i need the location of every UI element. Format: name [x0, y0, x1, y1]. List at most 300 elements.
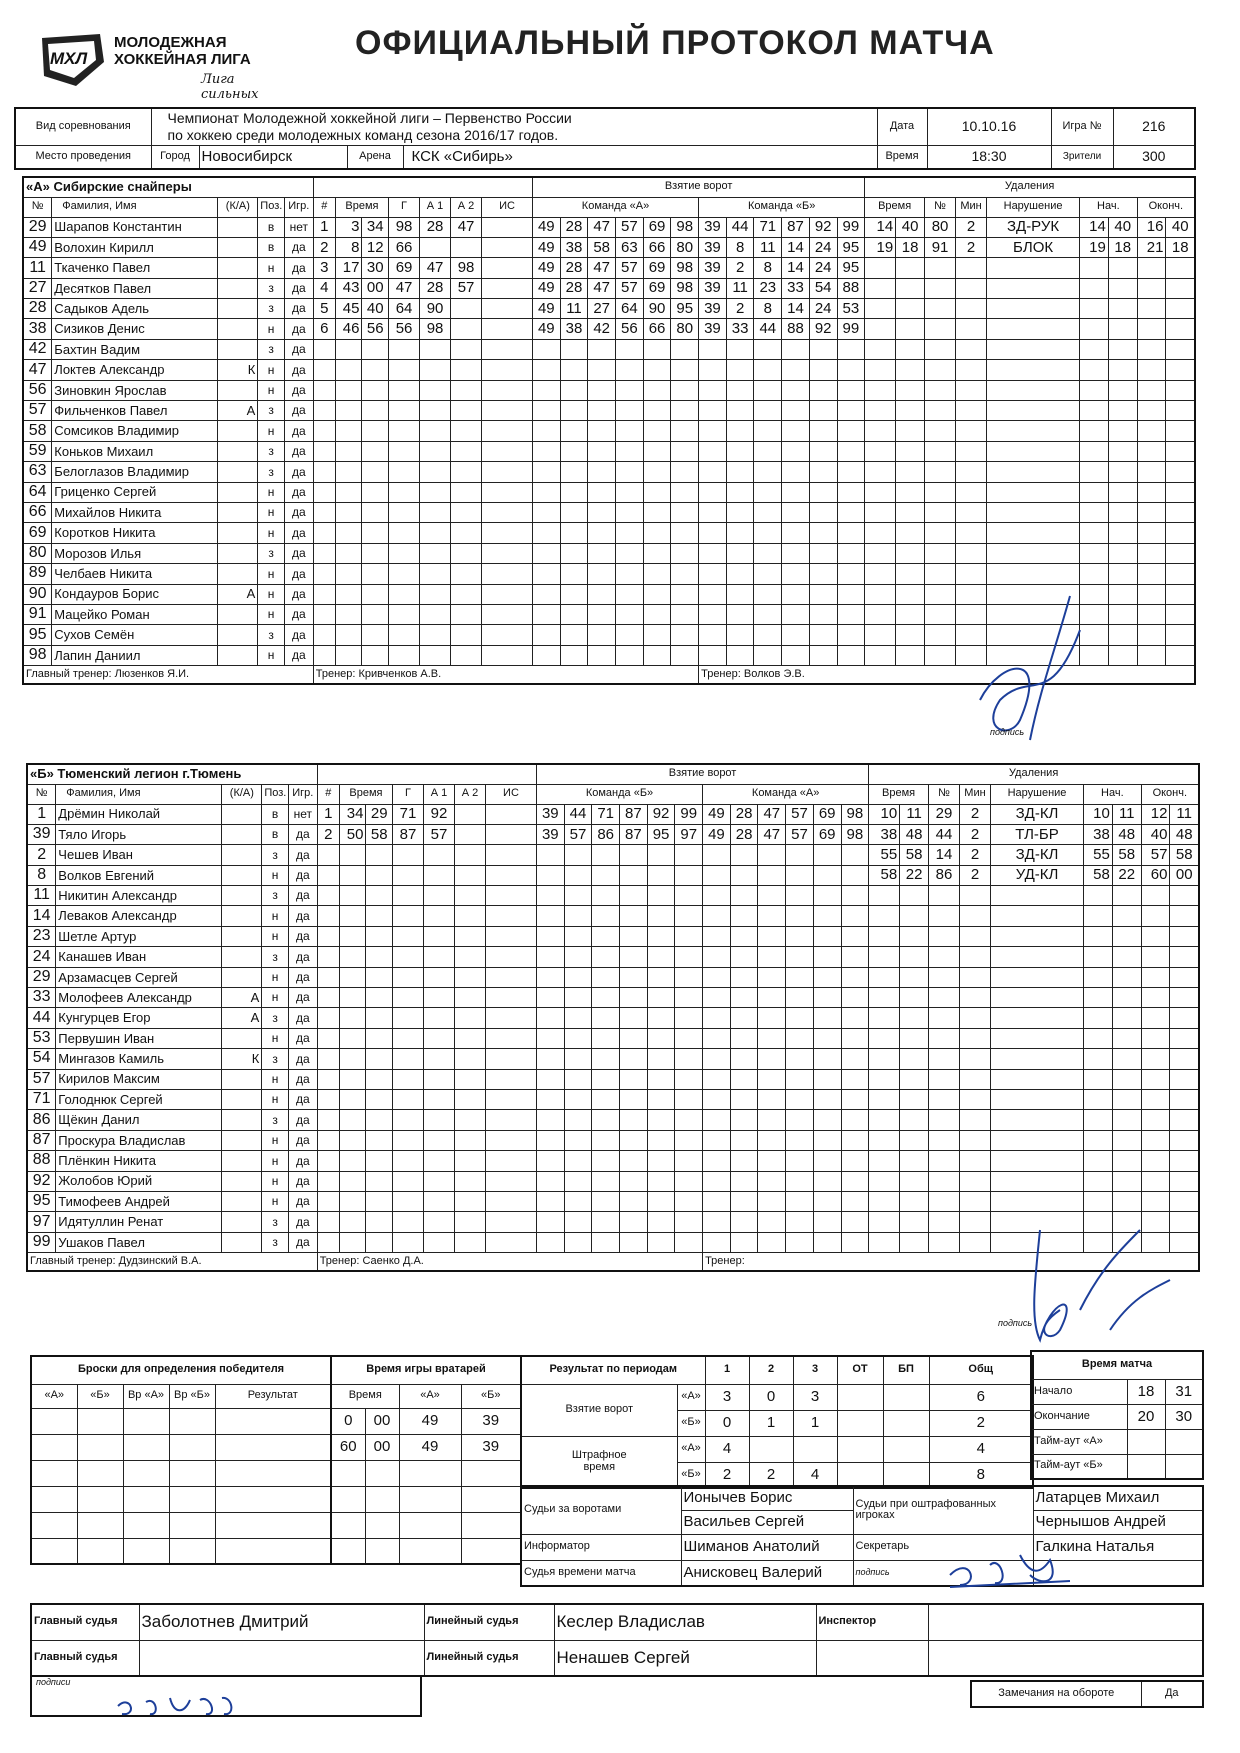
- player-played: да: [284, 604, 313, 624]
- penalty-end-sec: 00: [1170, 865, 1199, 885]
- penalty-end-sec: 48: [1170, 824, 1199, 844]
- player-position: н: [262, 906, 289, 926]
- on-ice-player: 57: [564, 824, 592, 844]
- player-row: [23, 543, 1195, 563]
- col-assist1: А 1: [424, 784, 455, 804]
- player-name: Коньков Михаил: [52, 441, 218, 461]
- goal-assist-2: [451, 237, 482, 257]
- on-ice-player: 23: [754, 278, 782, 298]
- player-position: н: [258, 564, 285, 584]
- goalie-time-title: Время игры вратарей: [331, 1356, 521, 1384]
- on-ice-player: 99: [837, 319, 865, 339]
- penalty-violation: ЗД-КЛ: [991, 845, 1084, 865]
- remarks-value: Да: [1141, 1681, 1203, 1707]
- penalty-second: 58: [900, 845, 929, 865]
- linesman-1: Кеслер Владислав: [554, 1604, 816, 1640]
- player-number: 92: [27, 1171, 56, 1191]
- penalty-start-min: 58: [1084, 865, 1113, 885]
- match-time-title: Время матча: [1031, 1351, 1203, 1379]
- on-ice-player: 14: [782, 299, 810, 319]
- goal-assist-1: 57: [424, 824, 455, 844]
- player-name: Десятков Павел: [52, 278, 218, 298]
- goal-scorer: 47: [389, 278, 420, 298]
- timeout-a-label: Тайм-аут «А»: [1031, 1429, 1127, 1454]
- goalie-col-b: «Б»: [461, 1384, 521, 1408]
- goal-assist-2: [455, 824, 486, 844]
- player-row: [27, 1049, 1199, 1069]
- player-position: з: [258, 401, 285, 421]
- player-name: Леваков Александр: [56, 906, 222, 926]
- officials-table: [520, 1485, 1204, 1587]
- goalie-col-a: «А»: [399, 1384, 461, 1408]
- player-role: [222, 1089, 262, 1109]
- goal-assist-2: [455, 804, 486, 824]
- on-ice-player: 98: [671, 217, 699, 237]
- penalty-start-sec: 18: [1108, 237, 1137, 257]
- on-ice-player: 42: [588, 319, 616, 339]
- player-number: 87: [27, 1130, 56, 1150]
- penalty-start-min: 55: [1084, 845, 1113, 865]
- col-assist2: А 2: [455, 784, 486, 804]
- periods-penalty-label: Штрафное время: [521, 1436, 677, 1488]
- goal-assist-1: 92: [424, 804, 455, 824]
- on-ice-player: 56: [616, 319, 644, 339]
- player-played: да: [284, 421, 313, 441]
- arena-label: Арена: [347, 145, 403, 169]
- player-name: Мингазов Камиль: [56, 1049, 222, 1069]
- on-ice-player: 80: [671, 237, 699, 257]
- player-played: да: [288, 906, 317, 926]
- player-number: 99: [27, 1232, 56, 1252]
- player-played: да: [284, 441, 313, 461]
- player-played: да: [288, 1151, 317, 1171]
- player-name: Волохин Кирилл: [52, 237, 218, 257]
- penalty-minute: 55: [869, 845, 900, 865]
- main-referee-1: Заболотнев Дмитрий: [139, 1604, 424, 1640]
- match-time-table: [1030, 1350, 1204, 1480]
- col-on-ice-b: Команда «Б»: [536, 784, 702, 804]
- col-pos: Поз.: [262, 784, 289, 804]
- goalie-row: 0 00 49 39: [331, 1408, 521, 1434]
- on-ice-player: 33: [726, 319, 754, 339]
- on-ice-player: 47: [588, 278, 616, 298]
- penalty-end-min: 40: [1141, 824, 1170, 844]
- player-played: да: [284, 299, 313, 319]
- player-name: Михайлов Никита: [52, 502, 218, 522]
- col-ka: (К/А): [218, 197, 258, 217]
- on-ice-player: 33: [782, 278, 810, 298]
- on-ice-player: 69: [813, 824, 841, 844]
- penalty-end-sec: 58: [1170, 845, 1199, 865]
- col-pen-violation: Нарушение: [987, 197, 1080, 217]
- on-ice-player: 95: [837, 258, 865, 278]
- logo-line1: МОЛОДЕЖНАЯ: [114, 34, 227, 51]
- goal-judge-1: Ионычев Борис: [681, 1486, 853, 1510]
- penalty-player: 29: [929, 804, 960, 824]
- on-ice-player: 87: [620, 824, 648, 844]
- penalty-start-sec: 22: [1112, 865, 1141, 885]
- on-ice-player: 99: [837, 217, 865, 237]
- player-number: 95: [23, 625, 52, 645]
- on-ice-player: 44: [754, 319, 782, 339]
- col-ka: (К/А): [222, 784, 262, 804]
- col-pen-no: №: [929, 784, 960, 804]
- date-value: 10.10.16: [927, 108, 1051, 145]
- time-label: Время: [877, 145, 927, 169]
- player-position: з: [262, 1008, 289, 1028]
- penalty-player: 86: [929, 865, 960, 885]
- on-ice-player: 39: [536, 804, 564, 824]
- player-number: 71: [27, 1089, 56, 1109]
- goal-minute: 3: [335, 217, 362, 237]
- goal-scorer: 64: [389, 299, 420, 319]
- player-role: [222, 1191, 262, 1211]
- player-number: 97: [27, 1212, 56, 1232]
- goal-minute: 46: [335, 319, 362, 339]
- periods-team-b: «Б»: [677, 1410, 705, 1436]
- player-role: К: [218, 360, 258, 380]
- player-role: А: [222, 1008, 262, 1028]
- team-a-coach-1: Тренер: Кривченков А.В.: [313, 666, 698, 684]
- on-ice-player: 49: [703, 824, 731, 844]
- goal-second: 12: [362, 237, 389, 257]
- player-row: [23, 299, 1195, 319]
- player-row: [27, 845, 1199, 865]
- player-role: [222, 824, 262, 844]
- goal-assist-2: 98: [451, 258, 482, 278]
- on-ice-player: 39: [699, 299, 727, 319]
- on-ice-player: 58: [588, 237, 616, 257]
- player-position: н: [258, 482, 285, 502]
- player-name: Молофеев Александр: [56, 988, 222, 1008]
- goal-assist-2: [451, 299, 482, 319]
- player-number: 54: [27, 1049, 56, 1069]
- on-ice-player: 66: [643, 319, 671, 339]
- shootout-col-b: «Б»: [77, 1384, 123, 1408]
- player-number: 90: [23, 584, 52, 604]
- goal-scorer: 87: [393, 824, 424, 844]
- on-ice-player: 44: [726, 217, 754, 237]
- logo-abbr: МХЛ: [50, 49, 88, 68]
- on-ice-player: 49: [532, 237, 560, 257]
- on-ice-player: 39: [699, 278, 727, 298]
- player-name: Жолобов Юрий: [56, 1171, 222, 1191]
- goal-assist-1: 28: [420, 217, 451, 237]
- penalty-second: 11: [900, 804, 929, 824]
- player-position: н: [258, 360, 285, 380]
- player-number: 33: [27, 988, 56, 1008]
- period-col-2: 2: [749, 1356, 793, 1384]
- player-role: [222, 886, 262, 906]
- shootout-col-gk-a: Вр «А»: [123, 1384, 169, 1408]
- player-position: з: [262, 1212, 289, 1232]
- player-played: да: [288, 1069, 317, 1089]
- col-situation: ИС: [482, 197, 533, 217]
- match-start-min: 31: [1165, 1379, 1203, 1404]
- player-number: 2: [27, 845, 56, 865]
- player-played: да: [284, 380, 313, 400]
- penalty-player: 14: [929, 845, 960, 865]
- player-name: Локтев Александр: [52, 360, 218, 380]
- on-ice-player: 24: [809, 299, 837, 319]
- player-role: [218, 421, 258, 441]
- player-position: з: [262, 1232, 289, 1252]
- period-col-total: Общ: [929, 1356, 1033, 1384]
- player-row: [27, 1028, 1199, 1048]
- on-ice-player: 57: [786, 824, 814, 844]
- penalty-end-min: 12: [1141, 804, 1170, 824]
- player-row: [27, 988, 1199, 1008]
- player-number: 8: [27, 865, 56, 885]
- goal-number: 2: [313, 237, 335, 257]
- player-position: н: [262, 865, 289, 885]
- on-ice-player: 11: [726, 278, 754, 298]
- player-position: н: [262, 1151, 289, 1171]
- player-row: [27, 1151, 1199, 1171]
- goal-scorer: 66: [389, 237, 420, 257]
- player-row: [23, 360, 1195, 380]
- time-value: 18:30: [927, 145, 1051, 169]
- competition-label: Вид соревнования: [15, 108, 151, 145]
- periods-team-a: «А»: [677, 1384, 705, 1410]
- logo-slogan: Лига сильных: [201, 72, 259, 102]
- goal-scorer: 98: [389, 217, 420, 237]
- on-ice-player: 49: [532, 319, 560, 339]
- player-position: н: [258, 523, 285, 543]
- col-played: Игр.: [284, 197, 313, 217]
- goal-scorer: 71: [393, 804, 424, 824]
- player-row: [27, 1130, 1199, 1150]
- col-goal-time: Время: [335, 197, 388, 217]
- on-ice-player: 53: [837, 299, 865, 319]
- on-ice-player: 28: [560, 217, 588, 237]
- player-position: з: [262, 947, 289, 967]
- col-goal-no: #: [313, 197, 335, 217]
- main-referee-label: Главный судья: [31, 1604, 139, 1640]
- player-position: з: [258, 339, 285, 359]
- on-ice-player: 24: [809, 237, 837, 257]
- goal-second: 00: [362, 278, 389, 298]
- secretary-name: Галкина Наталья: [1033, 1534, 1203, 1560]
- player-name: Кирилов Максим: [56, 1069, 222, 1089]
- team-b-signature-icon: [1020, 1220, 1180, 1350]
- col-pen-end: Оконч.: [1141, 784, 1199, 804]
- player-number: 49: [23, 237, 52, 257]
- on-ice-player: 39: [536, 824, 564, 844]
- goal-scorer: 56: [389, 319, 420, 339]
- player-name: Кунгурцев Егор: [56, 1008, 222, 1028]
- player-role: [218, 564, 258, 584]
- on-ice-player: 28: [730, 804, 758, 824]
- player-number: 47: [23, 360, 52, 380]
- player-number: 98: [23, 645, 52, 665]
- on-ice-player: 38: [560, 237, 588, 257]
- player-row: [23, 564, 1195, 584]
- player-name: Лапин Даниил: [52, 645, 218, 665]
- player-role: [222, 1151, 262, 1171]
- player-row: [23, 258, 1195, 278]
- player-row: [27, 1008, 1199, 1028]
- on-ice-player: 49: [703, 804, 731, 824]
- player-name: Белоглазов Владимир: [52, 462, 218, 482]
- player-role: [222, 947, 262, 967]
- player-role: [222, 926, 262, 946]
- on-ice-player: 47: [588, 258, 616, 278]
- goal-minute: 8: [335, 237, 362, 257]
- player-row: [27, 926, 1199, 946]
- player-played: да: [284, 502, 313, 522]
- col-on-ice-a: Команда «А»: [703, 784, 869, 804]
- city-label: Город: [151, 145, 199, 169]
- on-ice-player: 57: [616, 217, 644, 237]
- player-played: да: [284, 258, 313, 278]
- on-ice-player: 98: [841, 804, 869, 824]
- goal-minute: 17: [335, 258, 362, 278]
- goals-title: Взятие ворот: [536, 764, 868, 784]
- player-role: [218, 604, 258, 624]
- col-no: №: [27, 784, 56, 804]
- on-ice-player: 57: [616, 278, 644, 298]
- goal-judges-label: Судьи за воротами: [521, 1486, 681, 1534]
- player-role: [218, 339, 258, 359]
- player-played: да: [284, 564, 313, 584]
- on-ice-player: 27: [588, 299, 616, 319]
- goalie-col-time: Время: [331, 1384, 399, 1408]
- period-col-1: 1: [705, 1356, 749, 1384]
- player-row: [27, 1069, 1199, 1089]
- penalty-minutes: 2: [956, 237, 987, 257]
- player-number: 56: [23, 380, 52, 400]
- penalty-end-min: 16: [1137, 217, 1166, 237]
- col-pen-start: Нач.: [1084, 784, 1142, 804]
- penalty-second: 48: [900, 824, 929, 844]
- player-row: [23, 502, 1195, 522]
- player-name: Плёнкин Никита: [56, 1151, 222, 1171]
- penalty-minutes: 2: [960, 845, 991, 865]
- player-played: да: [284, 543, 313, 563]
- on-ice-player: 92: [647, 804, 675, 824]
- player-played: да: [284, 482, 313, 502]
- player-position: з: [258, 441, 285, 461]
- player-position: н: [258, 502, 285, 522]
- competition-value: Чемпионат Молодежной хоккейной лиги – Первенство России по хоккею среди молодежных команд сезона 2016/17 годов.: [151, 108, 877, 145]
- player-name: Арзамасцев Сергей: [56, 967, 222, 987]
- player-number: 11: [23, 258, 52, 278]
- on-ice-player: 69: [643, 278, 671, 298]
- player-row: [23, 441, 1195, 461]
- penalty-violation: ЗД-РУК: [987, 217, 1080, 237]
- player-position: з: [258, 462, 285, 482]
- player-name: Ушаков Павел: [56, 1232, 222, 1252]
- col-pen-time: Время: [869, 784, 929, 804]
- player-row: [27, 1089, 1199, 1109]
- penalty-minutes: 2: [960, 804, 991, 824]
- player-played: да: [284, 237, 313, 257]
- goal-judge-2: Васильев Сергей: [681, 1510, 853, 1534]
- player-row: [27, 886, 1199, 906]
- player-role: А: [222, 988, 262, 1008]
- player-played: да: [288, 1089, 317, 1109]
- goal-assist-1: 28: [420, 278, 451, 298]
- player-number: 80: [23, 543, 52, 563]
- timekeeper-name: Анисковец Валерий: [681, 1560, 853, 1586]
- player-name: Тимофеев Андрей: [56, 1191, 222, 1211]
- player-row: [27, 824, 1199, 844]
- spectators-value: 300: [1113, 145, 1195, 169]
- goal-second: 34: [362, 217, 389, 237]
- penalty-end-sec: 11: [1170, 804, 1199, 824]
- player-number: 69: [23, 523, 52, 543]
- penalty-end-min: 57: [1141, 845, 1170, 865]
- penalty-start-min: 38: [1084, 824, 1113, 844]
- player-position: н: [262, 1171, 289, 1191]
- team-b-table: [26, 763, 1200, 1272]
- team-a-head-coach: Главный тренер: Люзенков Я.И.: [23, 666, 313, 684]
- main-referee-2: [139, 1640, 424, 1676]
- player-name: Дрёмин Николай: [56, 804, 222, 824]
- col-assist2: А 2: [451, 197, 482, 217]
- player-name: Садыков Адель: [52, 299, 218, 319]
- penalty-start-sec: 11: [1112, 804, 1141, 824]
- player-played: да: [288, 1232, 317, 1252]
- referees-table: [30, 1603, 1204, 1677]
- player-played: да: [288, 1191, 317, 1211]
- player-position: з: [258, 543, 285, 563]
- goal-number: 3: [313, 258, 335, 278]
- place-label: Место проведения: [15, 145, 151, 169]
- on-ice-player: 98: [671, 258, 699, 278]
- penalty-start-min: 19: [1080, 237, 1109, 257]
- on-ice-player: 87: [620, 804, 648, 824]
- player-played: да: [288, 947, 317, 967]
- player-position: н: [262, 1191, 289, 1211]
- goal-second: 58: [366, 824, 393, 844]
- player-row: [23, 523, 1195, 543]
- player-position: н: [262, 1069, 289, 1089]
- goal-second: 40: [362, 299, 389, 319]
- on-ice-player: 49: [532, 217, 560, 237]
- player-row: [23, 278, 1195, 298]
- penalty-second: 22: [900, 865, 929, 885]
- player-name: Сомсиков Владимир: [52, 421, 218, 441]
- on-ice-player: 69: [643, 258, 671, 278]
- player-row: [23, 401, 1195, 421]
- penalty-minute: 14: [865, 217, 896, 237]
- col-pen-end: Оконч.: [1137, 197, 1195, 217]
- period-col-ot: ОТ: [837, 1356, 883, 1384]
- player-played: да: [284, 360, 313, 380]
- player-number: 29: [27, 967, 56, 987]
- team-a-signature-icon: [960, 590, 1090, 750]
- goal-number: 2: [317, 824, 339, 844]
- player-role: [218, 319, 258, 339]
- col-goal-scorer: Г: [389, 197, 420, 217]
- penalties-title: Удаления: [865, 177, 1195, 197]
- player-name: Кондауров Борис: [52, 584, 218, 604]
- team-b-head-coach: Главный тренер: Дудзинский В.А.: [27, 1253, 317, 1271]
- on-ice-player: 8: [754, 299, 782, 319]
- on-ice-player: 98: [841, 824, 869, 844]
- on-ice-player: 39: [699, 258, 727, 278]
- player-name: Гриценко Сергей: [52, 482, 218, 502]
- periods-team-b: «Б»: [677, 1462, 705, 1488]
- player-role: [218, 380, 258, 400]
- player-played: да: [288, 988, 317, 1008]
- player-number: 58: [23, 421, 52, 441]
- penalty-end-min: 21: [1137, 237, 1166, 257]
- player-position: н: [258, 258, 285, 278]
- date-label: Дата: [877, 108, 927, 145]
